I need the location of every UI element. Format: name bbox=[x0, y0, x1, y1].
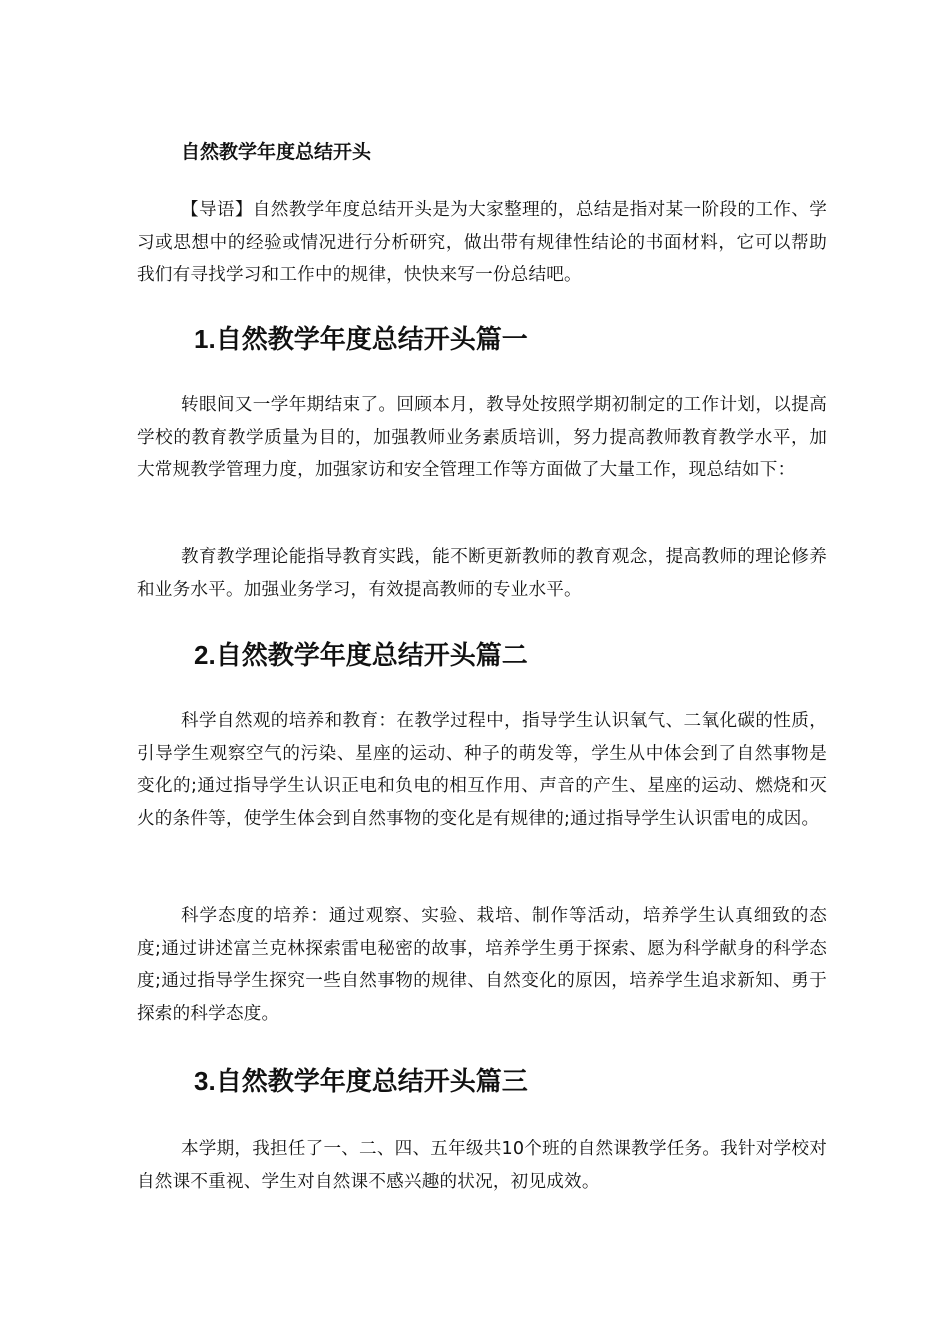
section-number-2: 2. bbox=[194, 640, 216, 670]
section-heading-3 bbox=[194, 1061, 528, 1102]
section-title-2: 自然教学年度总结开头篇二 bbox=[215, 641, 528, 671]
section-heading-1 bbox=[194, 319, 528, 360]
intro-paragraph: 【导语】自然教学年度总结开头是为大家整理的，总结是指对某一阶段的工作、学习或思想中的经验或情况进行分析研究，做出带有规律性结论的书面材料，它可以帮助我们有寻找学习和工作中的规律，快快来写一份总结吧。 bbox=[137, 200, 827, 285]
section-2-paragraph-2: 科学态度的培养：通过观察、实验、栽培、制作等活动，培养学生认真细致的态度;通过讲述富兰克林探索雷电秘密的故事，培养学生勇于探索、愿为科学献身的科学态度;通过指导学生探究一些自然事物的规律、自然变化的原因，培养学生追求新知、勇于探索的科学态度。 bbox=[137, 906, 827, 1024]
section-title-3: 自然教学年度总结开头篇三 bbox=[215, 1067, 528, 1097]
section-heading-2 bbox=[194, 635, 528, 676]
section-3-paragraph-1: 本学期，我担任了一、二、四、五年级共10个班的自然课教学任务。我针对学校对自然课不重视、学生对自然课不感兴趣的状况，初见成效。 bbox=[137, 1139, 827, 1192]
section-2-paragraph-1: 科学自然观的培养和教育：在教学过程中，指导学生认识氧气、二氧化碳的性质，引导学生观察空气的污染、星座的运动、种子的萌发等，学生从中体会到了自然事物是变化的;通过指导学生认识正电和负电的相互作用、声音的产生、星座的运动、燃烧和灭火的条件等，使学生体会到自然事物的变化是有规律的;通过指导学生认识雷电的成因。 bbox=[137, 711, 827, 829]
section-1-paragraph-2: 教育教学理论能指导教育实践，能不断更新教师的教育观念，提高教师的理论修养和业务水平。加强业务学习，有效提高教师的专业水平。 bbox=[137, 547, 827, 600]
section-title-1: 自然教学年度总结开头篇一 bbox=[215, 325, 528, 355]
section-number-3: 3. bbox=[194, 1066, 216, 1096]
section-1-paragraph-1: 转眼间又一学年期结束了。回顾本月，教导处按照学期初制定的工作计划，以提高学校的教育教学质量为目的，加强教师业务素质培训，努力提高教师教育教学水平，加大常规教学管理力度，加强家访和安全管理工作等方面做了大量工作，现总结如下： bbox=[137, 395, 827, 480]
section-number-1: 1. bbox=[194, 324, 216, 354]
document-title: 自然教学年度总结开头 bbox=[181, 141, 372, 163]
